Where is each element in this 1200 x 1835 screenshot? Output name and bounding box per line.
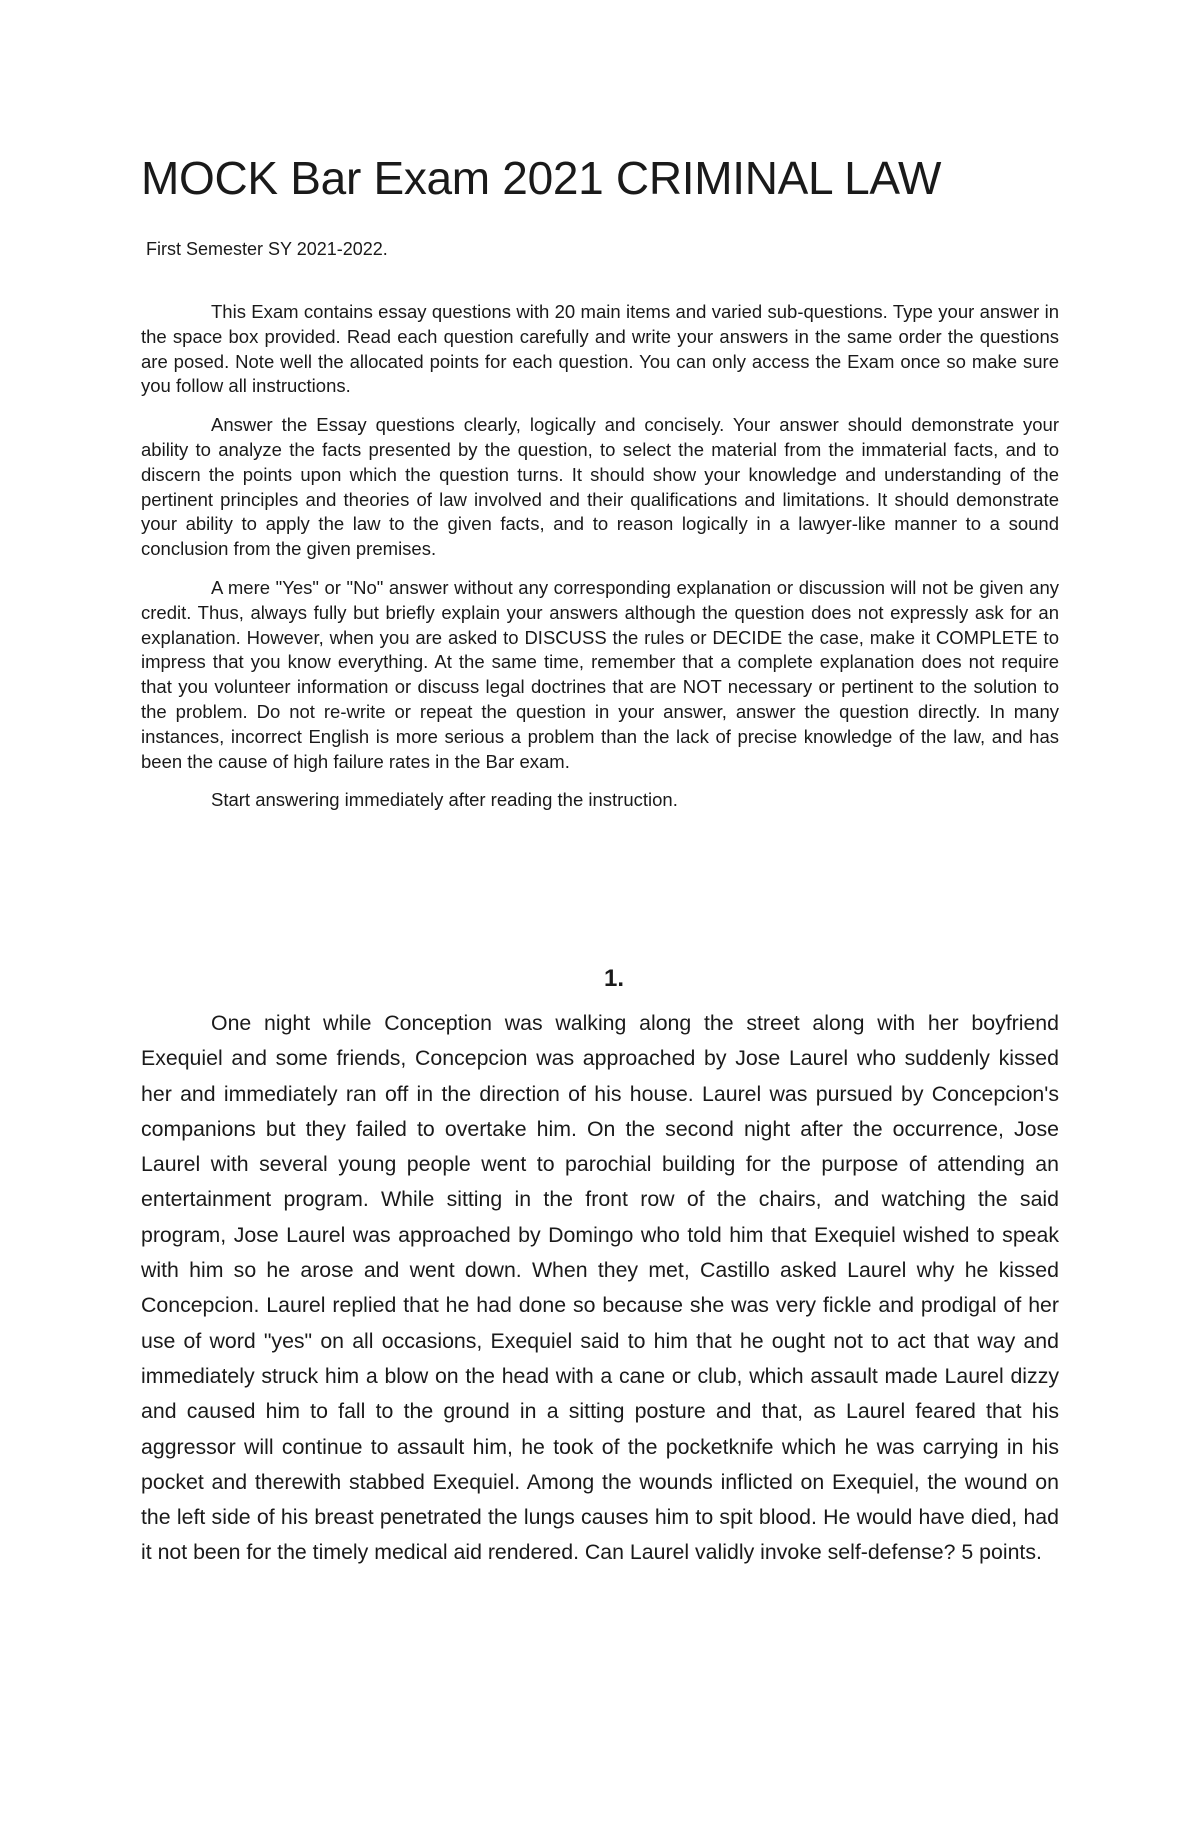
instruction-paragraph: Start answering immediately after reading the instruction. [211,789,678,811]
instruction-paragraph: Answer the Essay questions clearly, logically and concisely. Your answer should demonstrate your ability to analyze the facts presented by the question, to select the material from the immaterial facts, and to discern the points upon which the question turns. It should show your knowledge and understanding of the pertinent principles and theories of law involved and their qualifications and limitations. It should demonstrate your ability to apply the law to the given facts, and to reason logically in a lawyer-like manner to a sound conclusion from the given premises. [141,414,1059,560]
question-text: One night while Conception was walking along the street along with her boyfriend Exequiel and some friends, Concepcion was approached by Jose Laurel who suddenly kissed her and immediately ran off in the direction of his house. Laurel was pursued by Concepcion's companions but they failed to overtake him. On the second night after the occurrence, Jose Laurel with several young people went to parochial building for the purpose of attending an entertainment program. While sitting in the front row of the chairs, and watching the said program, Jose Laurel was approached by Domingo who told him that Exequiel wished to speak with him so he arose and went down. When they met, Castillo asked Laurel why he kissed Concepcion. Laurel replied that he had done so because she was very fickle and prodigal of her use of word "yes" on all occasions, Exequiel said to him that he ought not to act that way and immediately struck him a blow on the head with a cane or club, which assault made Laurel dizzy and caused him to fall to the ground in a sitting posture and that, as Laurel feared that his aggressor will continue to assault him, he took of the pocketknife which he was carrying in his pocket and therewith stabbed Exequiel. Among the wounds inflicted on Exequiel, the wound on the left side of his breast penetrated the lungs causes him to spit blood. He would have died, had it not been for the timely medical aid rendered. Can Laurel validly invoke self-defense? 5 points. [141,1011,1059,1565]
instructions-section [141,300,1059,827]
instruction-paragraph: This Exam contains essay questions with 20 main items and varied sub-questions. Type your answer in the space box provided. Read each question carefully and write your answers in the same order the questions are posed. Note well the allocated points for each question. You can only access the Exam once so make sure you follow all instructions. [141,301,1059,397]
semester-label: First Semester SY 2021-2022. [146,239,388,259]
question-number-label: 1. [603,965,624,992]
instruction-paragraph: A mere "Yes" or "No" answer without any corresponding explanation or discussion will not be given any credit. Thus, always fully but briefly explain your answers although the question does not expressly ask for an explanation. However, when you are asked to DISCUSS the rules or DECIDE the case, make it COMPLETE to impress that you know everything. At the same time, remember that a complete explanation does not require that you volunteer information or discuss legal doctrines that are NOT necessary or pertinent to the solution to the problem. Do not re-write or repeat the question in your answer, answer the question directly. In many instances, incorrect English is more serious a problem than the lack of precise knowledge of the law, and has been the cause of high failure rates in the Bar exam. [141,576,1059,772]
page-title: MOCK Bar Exam 2021 CRIMINAL LAW [141,152,942,204]
question-number [141,963,1059,995]
